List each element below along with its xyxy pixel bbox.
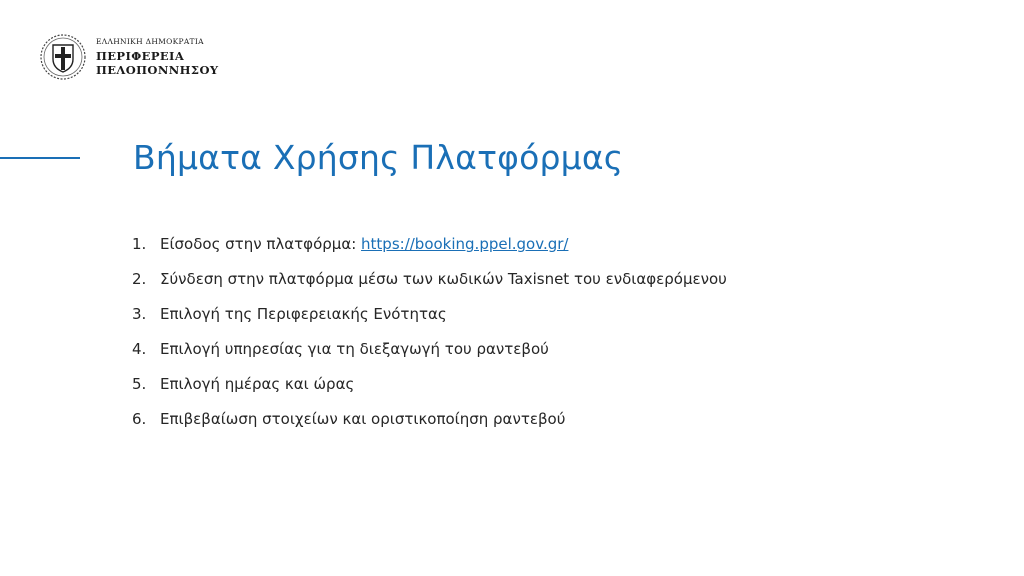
step-number: 6.	[132, 410, 147, 428]
logo-line-republic: ΕΛΛΗΝΙΚΗ ΔΗΜΟΚΡΑΤΙΑ	[96, 37, 204, 46]
step-item	[132, 335, 752, 363]
logo-line-peloponnese: ΠΕΛΟΠΟΝΝΗΣΟΥ	[96, 63, 219, 77]
logo-line-region: ΠΕΡΙΦΕΡΕΙΑ	[96, 49, 185, 63]
step-number: 4.	[132, 340, 147, 358]
step-item	[132, 405, 752, 433]
step-item	[132, 300, 752, 328]
step-number: 2.	[132, 270, 147, 288]
region-logo	[38, 32, 219, 82]
step-item	[132, 265, 752, 293]
step-text	[160, 230, 752, 258]
greek-coat-of-arms-icon	[38, 32, 88, 82]
step-text: Επιλογή ημέρας και ώρας	[160, 375, 355, 393]
step-number: 5.	[132, 375, 147, 393]
accent-line	[0, 157, 80, 159]
step-label: Είσοδος στην πλατφόρμα:	[160, 235, 362, 253]
step-text: Επιβεβαίωση στοιχείων και οριστικοποίηση ραντεβού	[160, 410, 566, 428]
step-item	[132, 370, 752, 398]
slide-title: Βήματα Χρήσης Πλατφόρμας	[133, 138, 624, 177]
step-text: Επιλογή της Περιφερειακής Ενότητας	[160, 305, 447, 323]
booking-link[interactable]: https://booking.ppel.gov.gr/	[361, 235, 569, 253]
steps-list	[132, 230, 752, 440]
step-number: 3.	[132, 305, 147, 323]
step-text: Επιλογή υπηρεσίας για τη διεξαγωγή του ραντεβού	[160, 340, 549, 358]
step-number: 1.	[132, 235, 147, 253]
step-item	[132, 230, 752, 258]
logo-text	[96, 37, 219, 77]
step-text: Σύνδεση στην πλατφόρμα μέσω των κωδικών Taxisnet του ενδιαφερόμενου	[160, 270, 727, 288]
